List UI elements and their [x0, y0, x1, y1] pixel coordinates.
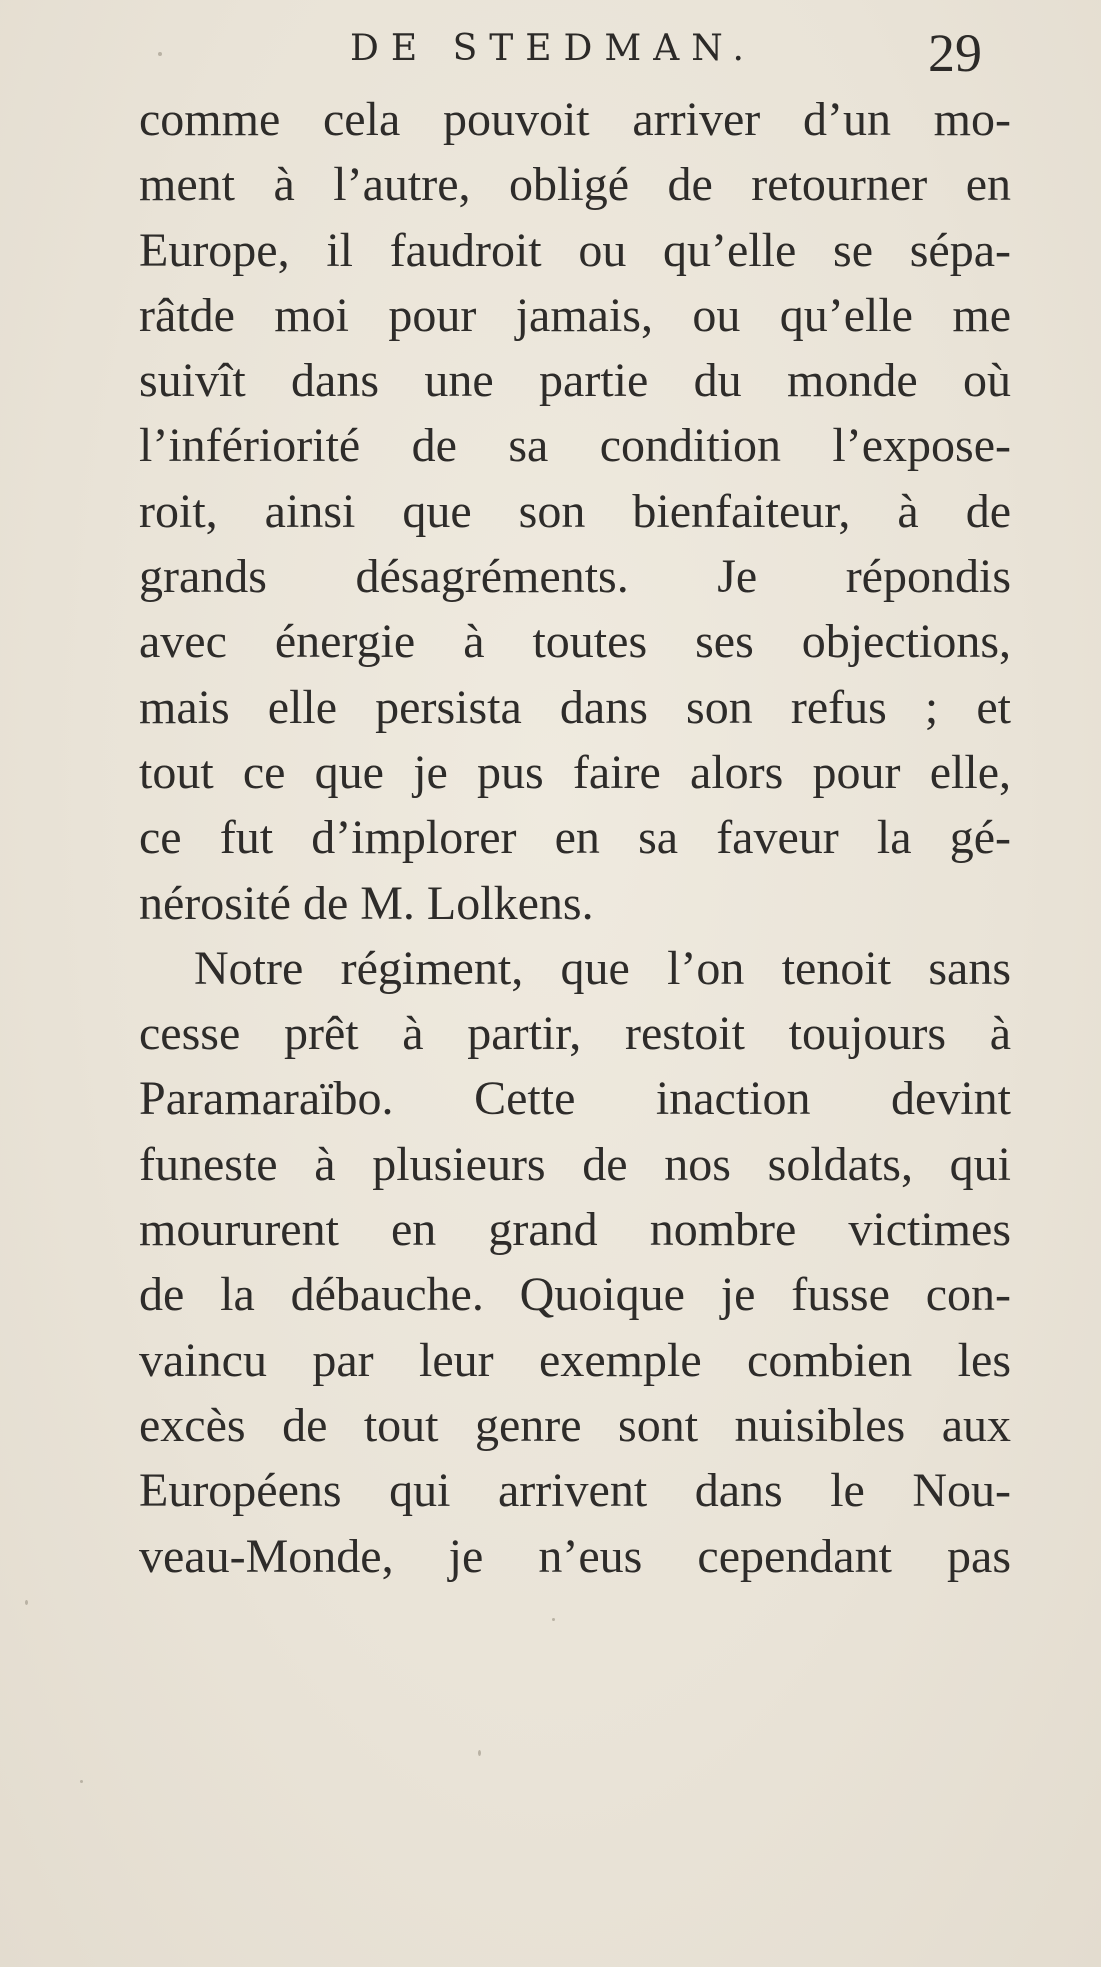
- text-line: râtde moi pour jamais, ou qu’elle me: [139, 288, 1011, 342]
- text-line: avec énergie à toutes ses objections,: [139, 615, 1011, 669]
- running-title: DE STEDMAN.: [350, 28, 756, 69]
- text-line: l’infériorité de sa condition l’expose-: [139, 419, 1011, 473]
- running-head: [0, 20, 1101, 90]
- paper-speck: [25, 1600, 28, 1605]
- text-line: de la débauche. Quoique je fusse con-: [139, 1268, 1011, 1322]
- paper-speck: [158, 52, 162, 56]
- text-line: roit, ainsi que son bienfaiteur, à de: [139, 484, 1011, 538]
- text-line: Europe, il faudroit ou qu’elle se sépa-: [139, 223, 1011, 277]
- paragraph-start-line: Notre régiment, que l’on tenoit sans: [194, 941, 1011, 995]
- text-line: funeste à plusieurs de nos soldats, qui: [139, 1137, 1011, 1191]
- paper-speck: [80, 1780, 83, 1783]
- text-line: tout ce que je pus faire alors pour elle,: [139, 745, 1011, 799]
- text-line: grands désagréments. Je répondis: [139, 550, 1011, 604]
- text-line: excès de tout genre sont nuisibles aux: [139, 1398, 1011, 1452]
- text-line: mais elle persista dans son refus ; et: [139, 680, 1011, 734]
- body-text: [139, 87, 1011, 1589]
- text-line: cesse prêt à partir, restoit toujours à: [139, 1007, 1011, 1061]
- text-line: ce fut d’implorer en sa faveur la gé-: [139, 811, 1011, 865]
- text-line: comme cela pouvoit arriver d’un mo-: [139, 93, 1011, 146]
- text-line: vaincu par leur exemple combien les: [139, 1333, 1011, 1387]
- paper-speck: [478, 1750, 481, 1756]
- text-line: Paramaraïbo. Cette inaction devint: [139, 1072, 1011, 1126]
- text-line: suivît dans une partie du monde où: [139, 354, 1011, 408]
- text-line: ment à l’autre, obligé de retourner en: [139, 158, 1011, 212]
- text-line: veau-Monde, je n’eus cependant pas: [139, 1529, 1011, 1583]
- text-line: moururent en grand nombre victimes: [139, 1203, 1011, 1257]
- page-number: 29: [928, 23, 982, 83]
- text-line: Européens qui arrivent dans le Nou-: [139, 1464, 1011, 1518]
- paper-speck: [552, 1618, 555, 1621]
- paragraph-end-line: nérosité de M. Lolkens.: [139, 876, 594, 930]
